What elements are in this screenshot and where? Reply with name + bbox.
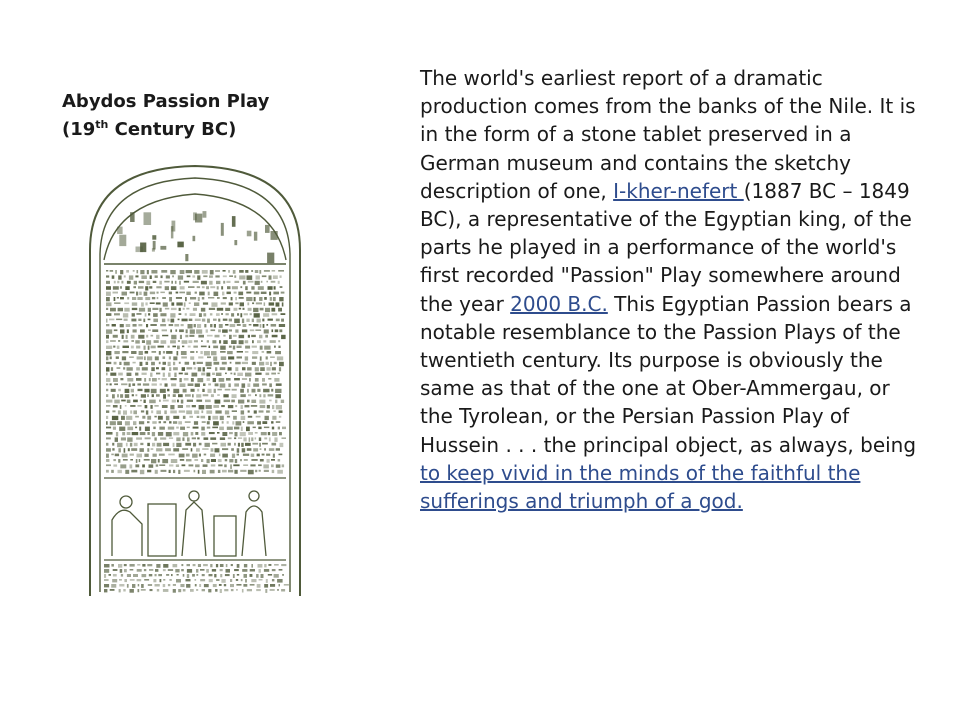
title-superscript: th [95,118,109,131]
title-line-1: Abydos Passion Play [62,91,270,112]
title-line-2-suffix: Century BC) [108,119,237,140]
link-keep-vivid[interactable]: to keep vivid in the minds of the faithful the sufferings and triumph of a god. [420,460,861,514]
link-i-kher-nefert[interactable]: I-kher-nefert [613,178,744,203]
stone-tablet-image [82,160,308,596]
paragraph-text-3: This Egyptian Passion bears a notable resemblance to the Passion Plays of the twentieth century. Its purpose is obviously the same as that of the one at Ober-Ammergau, or the Tyrolean, or the Persian Passion Play of Hussein . . . the principal object, as always, being [420,291,917,457]
paragraph-text-2: (1887 BC – 1849 BC), a representative of the Egyptian king, of the parts he played in a performance of the world's first recorded "Passion" Play somewhere around the year [420,178,912,316]
description-paragraph [420,64,920,515]
title-line-2-prefix: (19 [62,119,96,140]
slide-title [62,88,362,144]
link-2000-bc[interactable]: 2000 B.C. [510,291,608,316]
title-line-2 [62,116,362,144]
paragraph-text-1: The world's earliest report of a dramatic production comes from the banks of the Nile. It is in the form of a stone tablet preserved in a German museum and contains the sketchy description of one, [420,66,916,203]
